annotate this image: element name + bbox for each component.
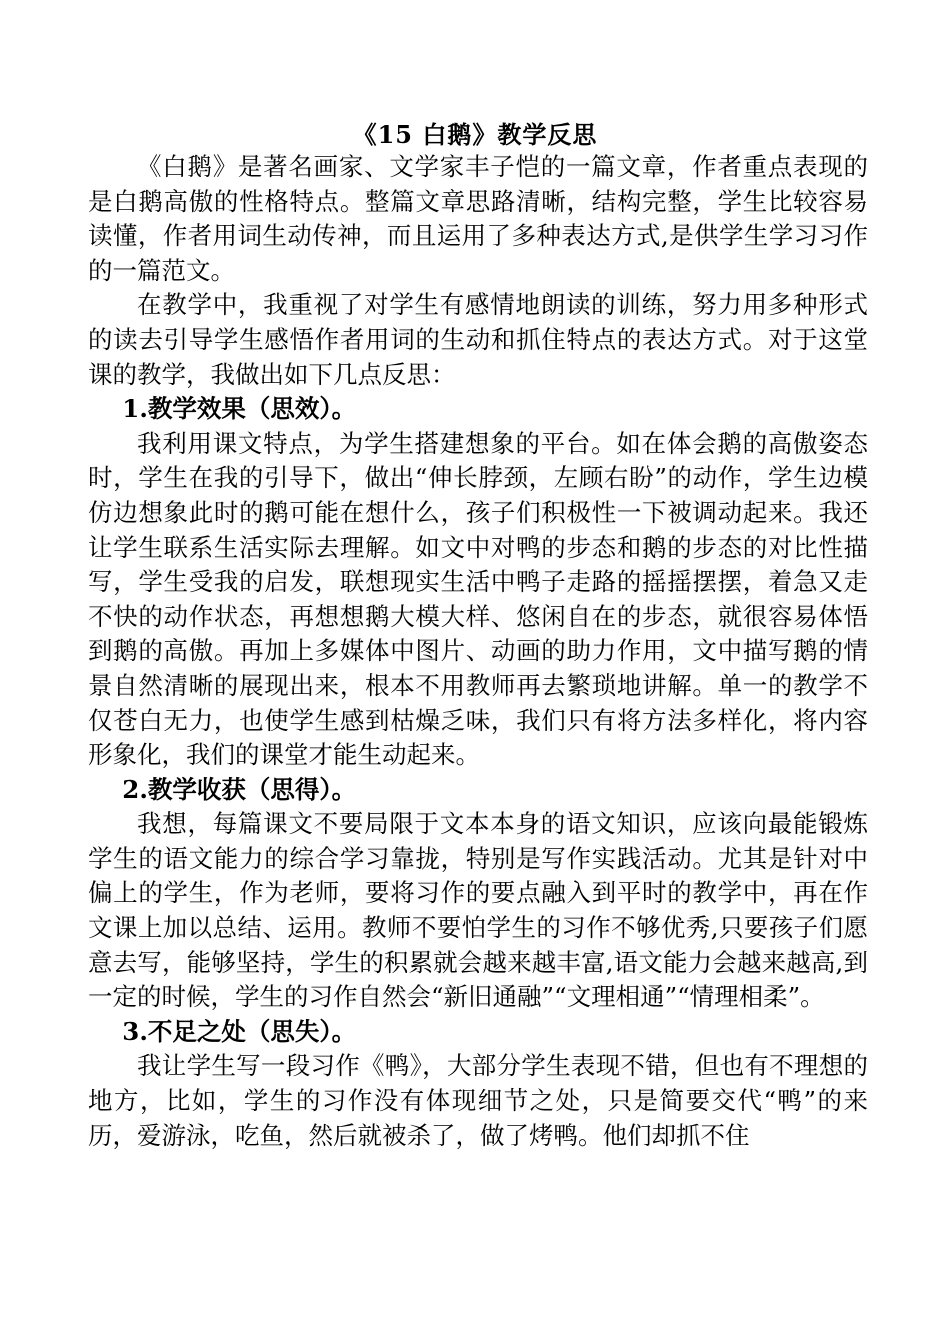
document-body	[88, 150, 868, 1153]
document-title: 《15 白鹅》教学反思	[352, 120, 598, 149]
intro-paragraph-1: 《白鹅》是著名画家、文学家丰子恺的一篇文章，作者重点表现的是白鹅高傲的性格特点。整篇文章思路清晰，结构完整，学生比较容易读懂，作者用词生动传神，而且运用了多种表达方式,是供学生学习习作的一篇范文。	[88, 152, 868, 285]
section-paragraph-shortcoming: 我让学生写一段习作《鸭》，大部分学生表现不错，但也有不理想的地方，比如，学生的习作没有体现细节之处，只是简要交代“鸭”的来历，爱游泳，吃鱼，然后就被杀了，做了烤鸭。他们却抓不住	[88, 1051, 868, 1150]
section-heading-effect: 1.教学效果（思效）。	[122, 394, 357, 424]
section-heading-gain: 2.教学收获（思得）。	[122, 774, 357, 804]
intro-paragraph-2: 在教学中，我重视了对学生有感情地朗读的训练，努力用多种形式的读去引导学生感悟作者用词的生动和抓住特点的表达方式。对于这堂课的教学，我做出如下几点反思：	[88, 290, 868, 389]
section-paragraph-gain: 我想，每篇课文不要局限于文本本身的语文知识，应该向最能锻炼学生的语文能力的综合学习靠拢，特别是写作实践活动。尤其是针对中偏上的学生，作为老师，要将习作的要点融入到平时的教学中，再在作文课上加以总结、运用。教师不要怕学生的习作不够优秀,只要孩子们愿意去写，能够坚持，学生的积累就会越来越丰富,语文能力会越来越高,到一定的时候，学生的习作自然会“新旧通融”“文理相通”“情理相柔”。	[88, 809, 868, 1012]
section-paragraph-effect: 我利用课文特点，为学生搭建想象的平台。如在体会鹅的高傲姿态时，学生在我的引导下，做出“伸长脖颈，左顾右盼”的动作，学生边模仿边想象此时的鹅可能在想什么，孩子们积极性一下被调动起来。我还让学生联系生活实际去理解。如文中对鸭的步态和鹅的步态的对比性描写，学生受我的启发，联想现实生活中鸭子走路的摇摇摆摆，着急又走不快的动作状态，再想想鹅大模大样、悠闲自在的步态，就很容易体悟到鹅的高傲。再加上多媒体中图片、动画的助力作用，文中描写鹅的情景自然清晰的展现出来，根本不用教师再去繁琐地讲解。单一的教学不仅苍白无力，也使学生感到枯燥乏味，我们只有将方法多样化，将内容形象化，我们的课堂才能生动起来。	[88, 428, 868, 770]
section-heading-shortcoming: 3.不足之处（思失）。	[122, 1016, 357, 1046]
